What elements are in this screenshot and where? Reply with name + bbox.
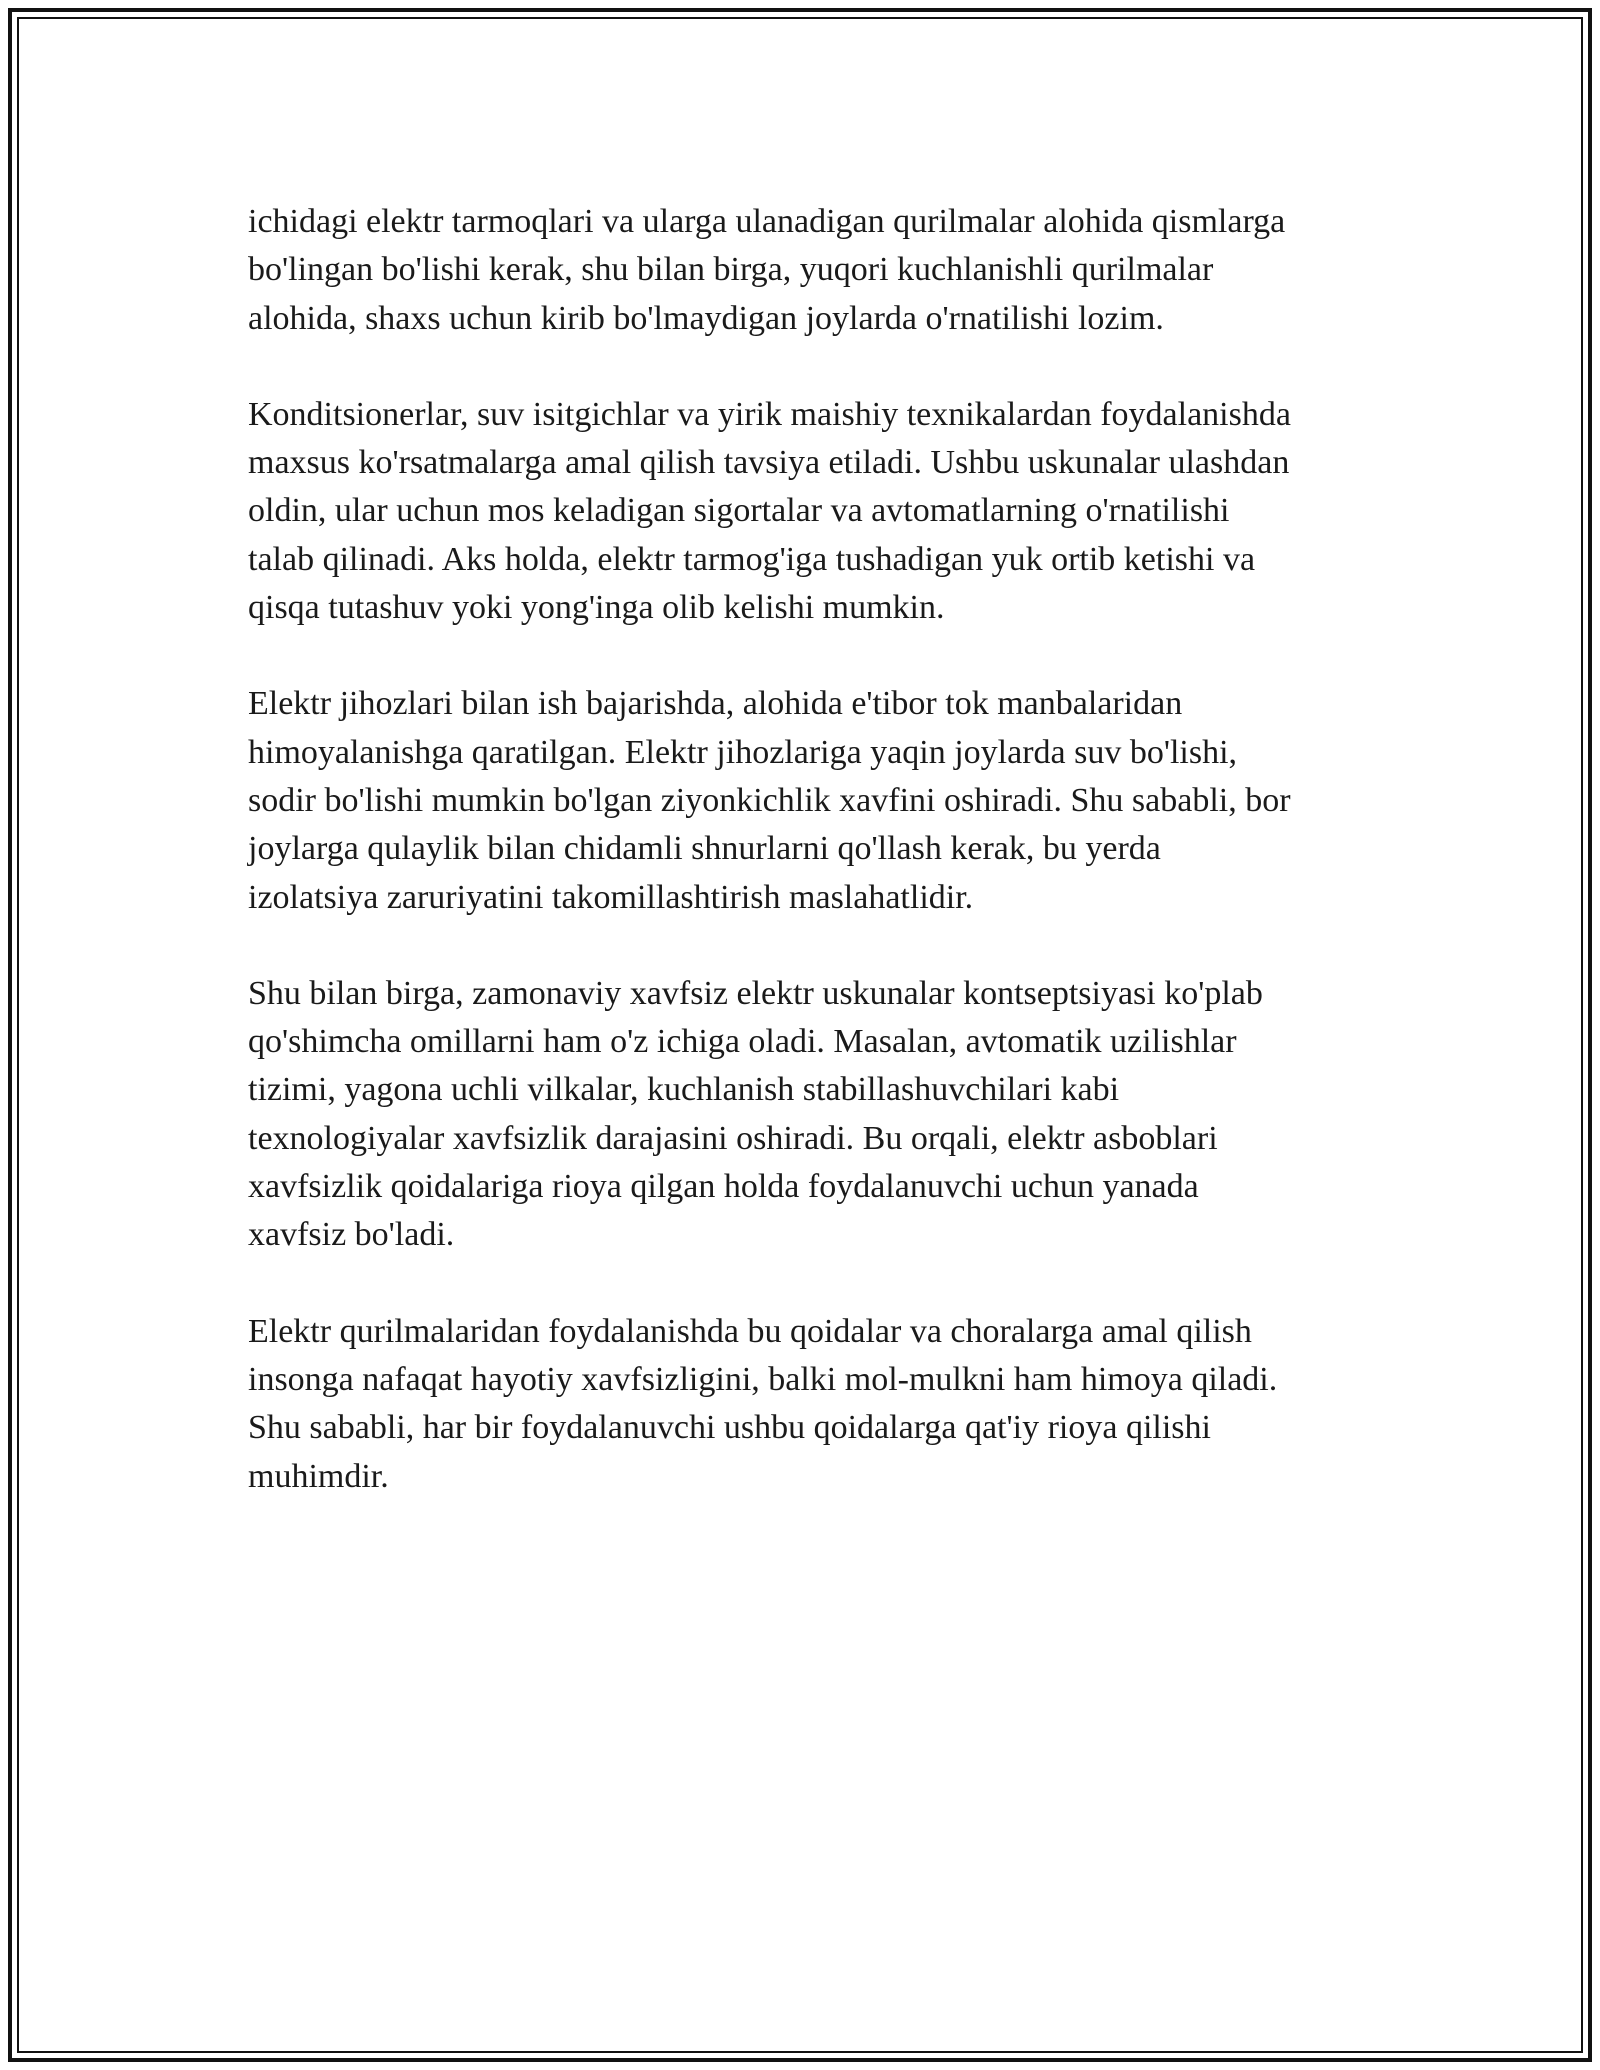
text-line: izolatsiya zaruriyatini takomillashtirish maslahatlidir.	[248, 878, 974, 916]
page-frame	[8, 8, 1592, 2062]
text-line: insonga nafaqat hayotiy xavfsizligini, balki mol-mulkni ham himoya qiladi.	[248, 1360, 1278, 1398]
text-line: qisqa tutashuv yoki yong'inga olib kelishi mumkin.	[248, 589, 945, 627]
text-line: texnologiyalar xavfsizlik darajasini oshiradi. Bu orqali, elektr asboblari	[248, 1119, 1218, 1157]
paragraph-1	[248, 198, 1398, 343]
paragraph-3	[248, 680, 1398, 921]
text-line: Elektr jihozlari bilan ish bajarishda, alohida e'tibor tok manbalaridan	[248, 685, 1183, 723]
document-body	[248, 198, 1398, 1549]
paragraph-2	[248, 391, 1398, 632]
text-line: ichidagi elektr tarmoqlari va ularga ulanadigan qurilmalar alohida qismlarga	[248, 203, 1286, 240]
text-line: Shu sababli, har bir foydalanuvchi ushbu qoidalarga qat'iy rioya qilishi	[248, 1409, 1211, 1447]
text-line: qo'shimcha omillarni ham o'z ichiga oladi. Masalan, avtomatik uzilishlar	[248, 1023, 1237, 1061]
text-line: talab qilinadi. Aks holda, elektr tarmog'iga tushadigan yuk ortib ketishi va	[248, 540, 1256, 578]
text-line: xavfsiz bo'ladi.	[248, 1216, 455, 1254]
text-line: Shu bilan birga, zamonaviy xavfsiz elektr uskunalar kontseptsiyasi ko'plab	[248, 974, 1263, 1012]
text-line: alohida, shaxs uchun kirib bo'lmaydigan joylarda o'rnatilishi lozim.	[248, 299, 1164, 337]
text-line: bo'lingan bo'lishi kerak, shu bilan birga, yuqori kuchlanishli qurilmalar	[248, 251, 1214, 289]
text-line: sodir bo'lishi mumkin bo'lgan ziyonkichlik xavfini oshiradi. Shu sababli, bor	[248, 781, 1291, 819]
text-line: maxsus ko'rsatmalarga amal qilish tavsiya etiladi. Ushbu uskunalar ulashdan	[248, 444, 1290, 482]
text-line: muhimdir.	[248, 1457, 389, 1495]
text-line: xavfsizlik qoidalariga rioya qilgan holda foydalanuvchi uchun yanada	[248, 1168, 1199, 1206]
text-line: oldin, ular uchun mos keladigan sigortalar va avtomatlarning o'rnatilishi	[248, 492, 1230, 530]
paragraph-4	[248, 970, 1398, 1260]
paragraph-5	[248, 1308, 1398, 1501]
text-line: Elektr qurilmalaridan foydalanishda bu qoidalar va choralarga amal qilish	[248, 1312, 1252, 1350]
text-line: himoyalanishga qaratilgan. Elektr jihozlariga yaqin joylarda suv bo'lishi,	[248, 733, 1238, 771]
text-line: tizimi, yagona uchli vilkalar, kuchlanish stabillashuvchilari kabi	[248, 1071, 1120, 1109]
text-line: joylarga qulaylik bilan chidamli shnurlarni qo'llash kerak, bu yerda	[248, 830, 1161, 868]
text-line: Konditsionerlar, suv isitgichlar va yirik maishiy texnikalardan foydalanishda	[248, 395, 1291, 433]
